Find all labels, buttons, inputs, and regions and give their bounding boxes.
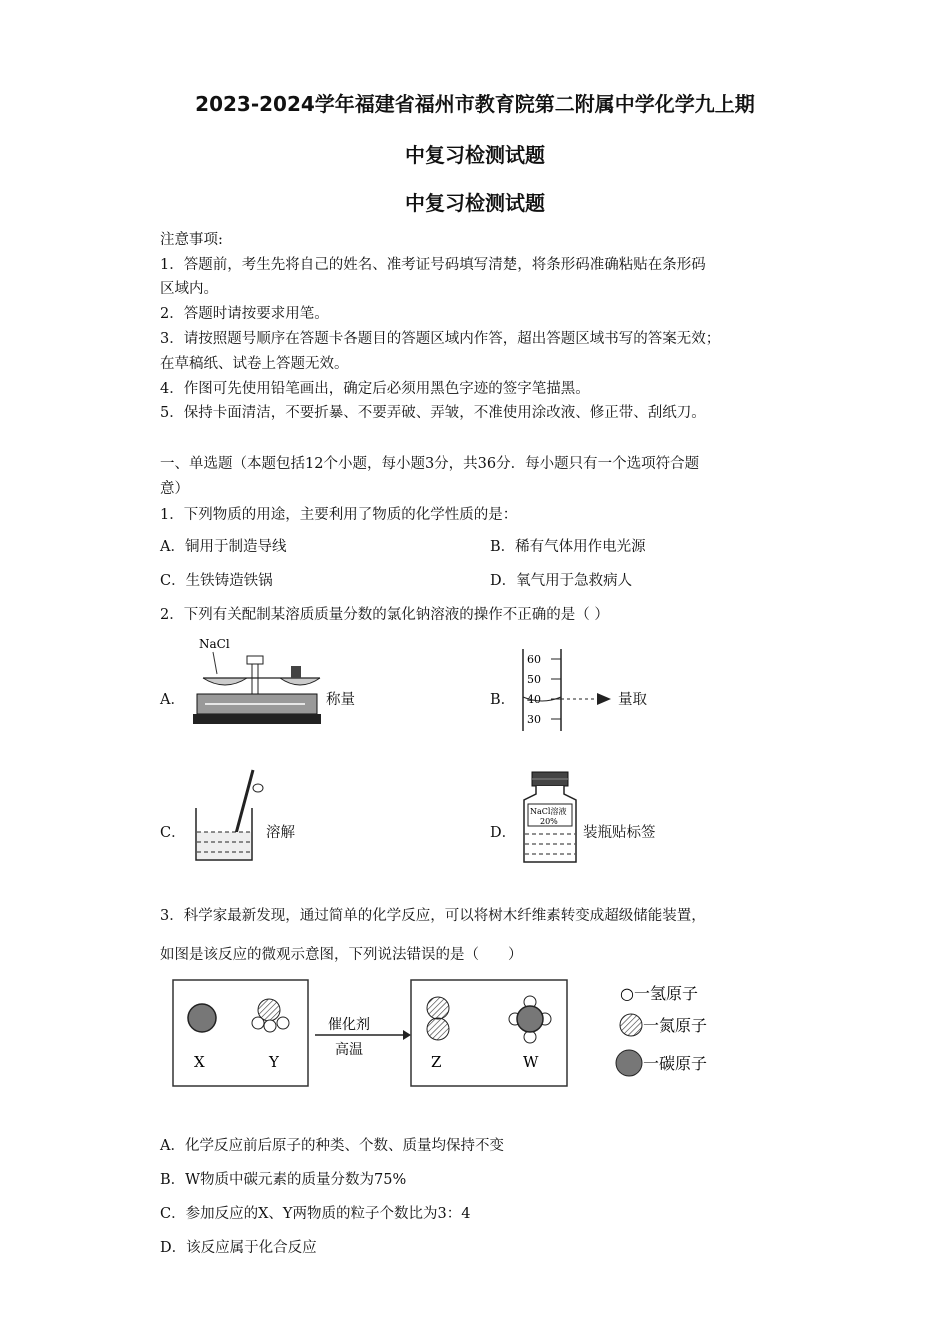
- carbon-atom-x: [188, 1004, 216, 1032]
- q2-option-c-label: 溶解: [266, 825, 295, 841]
- q2-option-b-letter: B．: [490, 692, 516, 708]
- q2-option-a-letter: A．: [160, 692, 185, 708]
- balance-scale-figure: [185, 632, 325, 732]
- legend-carbon: 一碳原子: [643, 1054, 708, 1073]
- q1-option-d: D．氧气用于急救病人: [490, 573, 633, 589]
- q1-option-a: A．铜用于制造导线: [160, 539, 287, 555]
- tick-label: 30: [527, 713, 541, 726]
- q3-option-b: B．W物质中碳元素的质量分数为75%: [160, 1172, 407, 1188]
- nitrogen-atom-z: [427, 1018, 449, 1040]
- labeled-bottle-figure: [520, 770, 582, 865]
- bottle-label-name: NaCl溶液: [530, 807, 567, 816]
- label-y: Y: [269, 1053, 279, 1071]
- q3-option-c: C．参加反应的X、Y两物质的粒子个数比为3：4: [160, 1206, 471, 1222]
- label-w: W: [523, 1053, 539, 1071]
- bottle-label-percent: 20%: [540, 817, 558, 826]
- doc-title-line1: 2023-2024学年福建省福州市教育院第二附属中学化学九上期: [195, 92, 755, 116]
- carbon-atom-w: [517, 1006, 543, 1032]
- nitrogen-atom-z: [427, 997, 449, 1019]
- doc-title-line2: 中复习检测试题: [405, 143, 545, 167]
- q2-option-c-letter: C．: [160, 825, 186, 841]
- q1-option-c: C．生铁铸造铁锅: [160, 573, 273, 589]
- nitrogen-legend-icon: [620, 1014, 642, 1036]
- tick-label: 50: [527, 673, 541, 686]
- condition-label: 高温: [335, 1042, 363, 1058]
- q2-option-b-label: 量取: [618, 692, 647, 708]
- notice-item: 2．答题时请按要求用笔。: [160, 306, 329, 322]
- label-x: X: [194, 1053, 205, 1071]
- q1-stem: 1．下列物质的用途，主要利用了物质的化学性质的是：: [160, 507, 518, 523]
- notice-item: 在草稿纸、试卷上答题无效。: [160, 356, 349, 372]
- q3-stem-line1: 3．科学家最新发现，通过简单的化学反应，可以将树木纤维素转变成超级储能装置，: [160, 908, 706, 924]
- q2-option-d-letter: D．: [490, 825, 517, 841]
- doc-title-line3: 中复习检测试题: [405, 191, 545, 215]
- tick-label: 40: [527, 693, 541, 706]
- notice-item: 3．请按照题号顺序在答题卡各题目的答题区域内作答，超出答题区域书写的答案无效；: [160, 331, 721, 347]
- tick-label: 60: [527, 653, 541, 666]
- legend-hydrogen: ○一氢原子: [620, 984, 698, 1003]
- notice-heading: 注意事项:: [160, 232, 223, 248]
- q2-option-a-label: 称量: [326, 692, 355, 708]
- graduated-cylinder-figure: [515, 645, 615, 735]
- q2-stem: 2．下列有关配制某溶质质量分数的氯化钠溶液的操作不正确的是（ ）: [160, 607, 609, 623]
- section-heading-line1: 一、单选题（本题包括12个小题，每小题3分，共36分．每小题只有一个选项符合题: [160, 456, 700, 472]
- notice-item: 5．保持卡面清洁，不要折暴、不要弄破、弄皱，不准使用涂改液、修正带、刮纸刀。: [160, 405, 706, 421]
- section-heading-line2: 意）: [160, 481, 189, 497]
- q2-option-d-label: 装瓶贴标签: [583, 825, 656, 841]
- catalyst-label: 催化剂: [328, 1017, 370, 1033]
- nacl-label: NaCl: [199, 637, 230, 651]
- reaction-micro-diagram: [165, 972, 735, 1094]
- q3-stem-line2: 如图是该反应的微观示意图，下列说法错误的是（ ）: [160, 947, 523, 963]
- q3-option-a: A．化学反应前后原子的种类、个数、质量均保持不变: [160, 1138, 504, 1154]
- notice-item: 1．答题前，考生先将自己的姓名、准考证号码填写清楚，将条形码准确粘贴在条形码: [160, 257, 706, 273]
- legend-nitrogen: 一氮原子: [643, 1016, 708, 1035]
- label-z: Z: [431, 1053, 442, 1071]
- q1-option-b: B．稀有气体用作电光源: [490, 539, 646, 555]
- beaker-stirring-figure: [190, 766, 265, 866]
- carbon-legend-icon: [616, 1050, 642, 1076]
- notice-item: 区域内。: [160, 281, 218, 297]
- q3-option-d: D．该反应属于化合反应: [160, 1240, 317, 1256]
- notice-item: 4．作图可先使用铅笔画出，确定后必须用黑色字迹的签字笔描黑。: [160, 381, 590, 397]
